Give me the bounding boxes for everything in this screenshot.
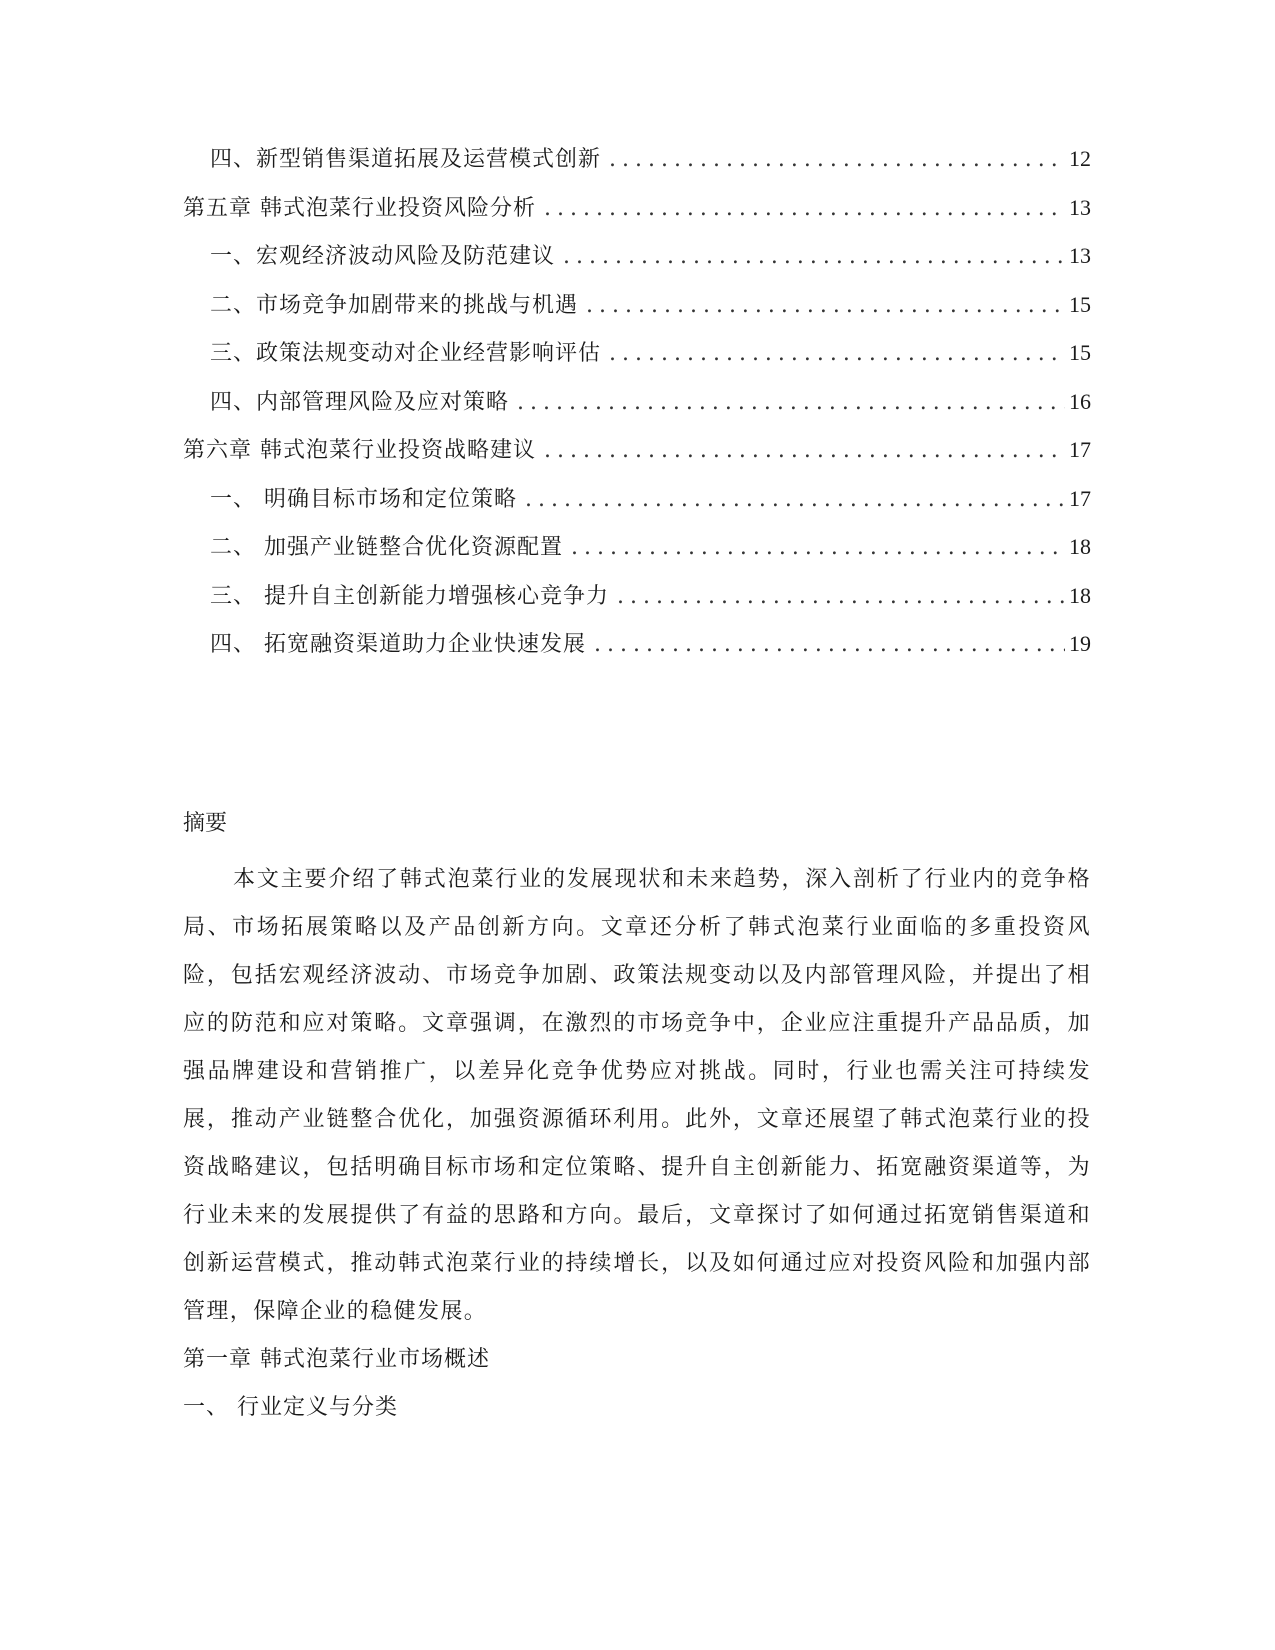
section-heading: 一、 行业定义与分类 bbox=[183, 1395, 398, 1420]
toc-entry[interactable] bbox=[183, 433, 1091, 482]
toc-leader-dots bbox=[544, 192, 1065, 226]
toc-entry[interactable] bbox=[183, 579, 1091, 628]
toc-entry-page: 18 bbox=[1069, 582, 1091, 608]
toc-entry-title: 第五章 韩式泡菜行业投资风险分析 bbox=[183, 195, 536, 221]
toc-entry-page: 12 bbox=[1069, 146, 1091, 171]
abstract-heading: 摘要 bbox=[183, 811, 228, 836]
toc-leader-dots bbox=[544, 434, 1065, 468]
toc-entry[interactable] bbox=[183, 142, 1091, 191]
toc-entry-title: 第六章 韩式泡菜行业投资战略建议 bbox=[183, 438, 536, 463]
toc-entry-page: 17 bbox=[1069, 437, 1091, 462]
toc-entry[interactable] bbox=[183, 288, 1091, 337]
toc-entry-title: 三、 提升自主创新能力增强核心竞争力 bbox=[210, 583, 609, 609]
toc-entry-page: 18 bbox=[1069, 534, 1091, 559]
toc-leader-dots bbox=[594, 628, 1065, 662]
toc-entry-page: 17 bbox=[1069, 485, 1091, 511]
toc-entry[interactable] bbox=[183, 385, 1091, 434]
table-of-contents bbox=[183, 142, 1091, 676]
abstract-section bbox=[183, 807, 1091, 1432]
toc-leader-dots bbox=[609, 337, 1065, 371]
toc-leader-dots bbox=[609, 143, 1065, 177]
toc-entry-title: 一、宏观经济波动风险及防范建议 bbox=[210, 244, 556, 269]
toc-entry-page: 19 bbox=[1069, 631, 1091, 656]
toc-entry[interactable] bbox=[183, 627, 1091, 676]
toc-entry[interactable] bbox=[183, 530, 1091, 579]
toc-leader-dots bbox=[525, 483, 1065, 517]
toc-entry-page: 16 bbox=[1069, 388, 1091, 414]
toc-entry-title: 四、新型销售渠道拓展及运营模式创新 bbox=[210, 147, 602, 172]
toc-entry-title: 二、市场竞争加剧带来的挑战与机遇 bbox=[210, 292, 579, 318]
abstract-body: 本文主要介绍了韩式泡菜行业的发展现状和未来趋势，深入剖析了行业内的竞争格局、市场拓展策略以及产品创新方向。文章还分析了韩式泡菜行业面临的多重投资风险，包括宏观经济波动、市场竞争加剧、政策法规变动以及内部管理风险，并提出了相应的防范和应对策略。文章强调，在激烈的市场竞争中，企业应注重提升产品品质，加强品牌建设和营销推广，以差异化竞争优势应对挑战。同时，行业也需关注可持续发展，推动产业链整合优化，加强资源循环利用。此外，文章还展望了韩式泡菜行业的投资战略建议，包括明确目标市场和定位策略、提升自主创新能力、拓宽融资渠道等，为行业未来的发展提供了有益的思路和方向。最后，文章探讨了如何通过拓宽销售渠道和创新运营模式，推动韩式泡菜行业的持续增长，以及如何通过应对投资风险和加强内部管理，保障企业的稳健发展。 bbox=[183, 867, 1091, 1324]
toc-leader-dots bbox=[517, 386, 1065, 420]
toc-leader-dots bbox=[586, 289, 1065, 323]
toc-entry-title: 一、 明确目标市场和定位策略 bbox=[210, 486, 517, 512]
toc-leader-dots bbox=[617, 580, 1065, 614]
toc-entry-title: 四、内部管理风险及应对策略 bbox=[210, 389, 510, 415]
toc-entry-page: 13 bbox=[1069, 194, 1091, 220]
toc-entry[interactable] bbox=[183, 482, 1091, 531]
toc-entry-page: 15 bbox=[1069, 340, 1091, 365]
toc-entry[interactable] bbox=[183, 239, 1091, 288]
toc-entry-page: 15 bbox=[1069, 291, 1091, 317]
toc-entry-title: 三、政策法规变动对企业经营影响评估 bbox=[210, 341, 602, 366]
chapter-heading: 第一章 韩式泡菜行业市场概述 bbox=[183, 1347, 490, 1372]
toc-entry-title: 四、 拓宽融资渠道助力企业快速发展 bbox=[210, 632, 586, 657]
toc-entry[interactable] bbox=[183, 191, 1091, 240]
toc-leader-dots bbox=[571, 531, 1065, 565]
toc-leader-dots bbox=[563, 240, 1065, 274]
toc-entry-title: 二、 加强产业链整合优化资源配置 bbox=[210, 535, 563, 560]
toc-entry-page: 13 bbox=[1069, 243, 1091, 268]
toc-entry[interactable] bbox=[183, 336, 1091, 385]
